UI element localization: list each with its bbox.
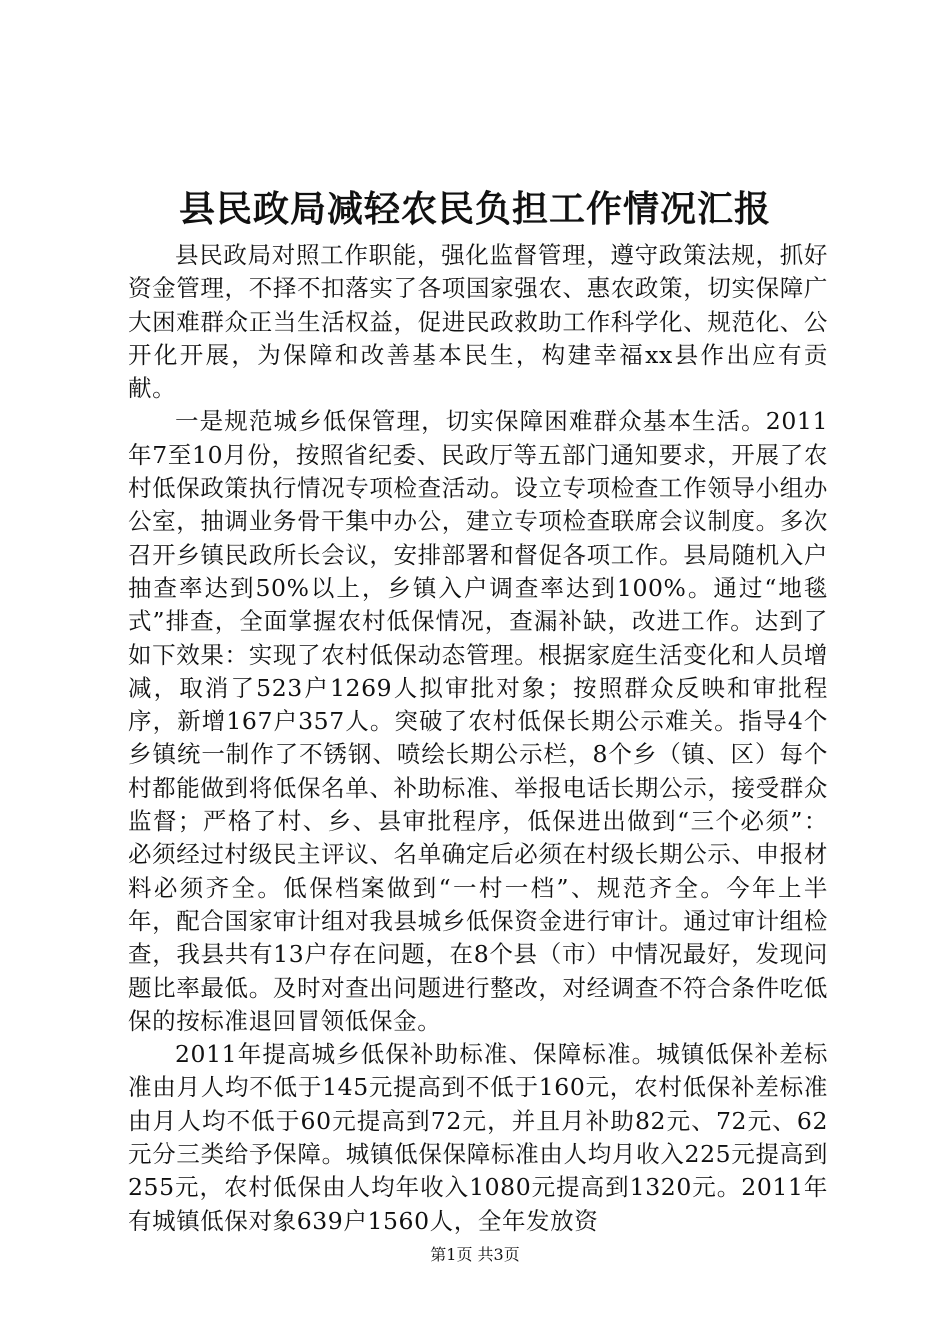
document-title: 县民政局减轻农民负担工作情况汇报	[178, 188, 771, 230]
paragraph-intro: 县民政局对照工作职能，强化监督管理，遵守政策法规，抓好资金管理，不择不扣落实了各项国家强农、惠农政策，切实保障广大困难群众正当生活权益，促进民政救助工作科学化、规范化、公开化开展，为保障和改善基本民生，构建幸福xx县作出应有贡献。	[128, 241, 828, 403]
paragraph-low-income-management: 一是规范城乡低保管理，切实保障困难群众基本生活。2011年7至10月份，按照省纪委、民政厅等五部门通知要求，开展了农村低保政策执行情况专项检查活动。设立专项检查工作领导小组办公室，抽调业务骨干集中办公，建立专项检查联席会议制度。多次召开乡镇民政所长会议，安排部署和督促各项工作。县局随机入户抽查率达到50%以上，乡镇入户调查率达到100%。通过“地毯式”排查，全面掌握农村低保情况，查漏补缺，改进工作。达到了如下效果：实现了农村低保动态管理。根据家庭生活变化和人员增减，取消了523户1269人拟审批对象；按照群众反映和审批程序，新增167户357人。突破了农村低保长期公示难关。指导4个乡镇统一制作了不锈钢、喷绘长期公示栏，8个乡（镇、区）每个村都能做到将低保名单、补助标准、举报电话长期公示，接受群众监督；严格了村、乡、县审批程序，低保进出做到“三个必须”：必须经过村级民主评议、名单确定后必须在村级长期公示、申报材料必须齐全。低保档案做到“一村一档”、规范齐全。今年上半年，配合国家审计组对我县城乡低保资金进行审计。通过审计组检查，我县共有13户存在问题，在8个县（市）中情况最好，发现问题比率最低。及时对查出问题进行整改，对经调查不符合条件吃低保的按标准退回冒领低保金。	[128, 407, 828, 1035]
paragraph-subsidy-standards: 2011年提高城乡低保补助标准、保障标准。城镇低保补差标准由月人均不低于145元提高到不低于160元，农村低保补差标准由月人均不低于60元提高到72元，并且月补助82元、72元、62元分三类给予保障。城镇低保保障标准由人均月收入225元提高到255元，农村低保由人均年收入1080元提高到1320元。2011年有城镇低保对象639户1560人，全年发放资	[128, 1040, 828, 1235]
page-number-footer: 第1页 共3页	[430, 1245, 520, 1264]
document-body	[128, 239, 828, 1238]
